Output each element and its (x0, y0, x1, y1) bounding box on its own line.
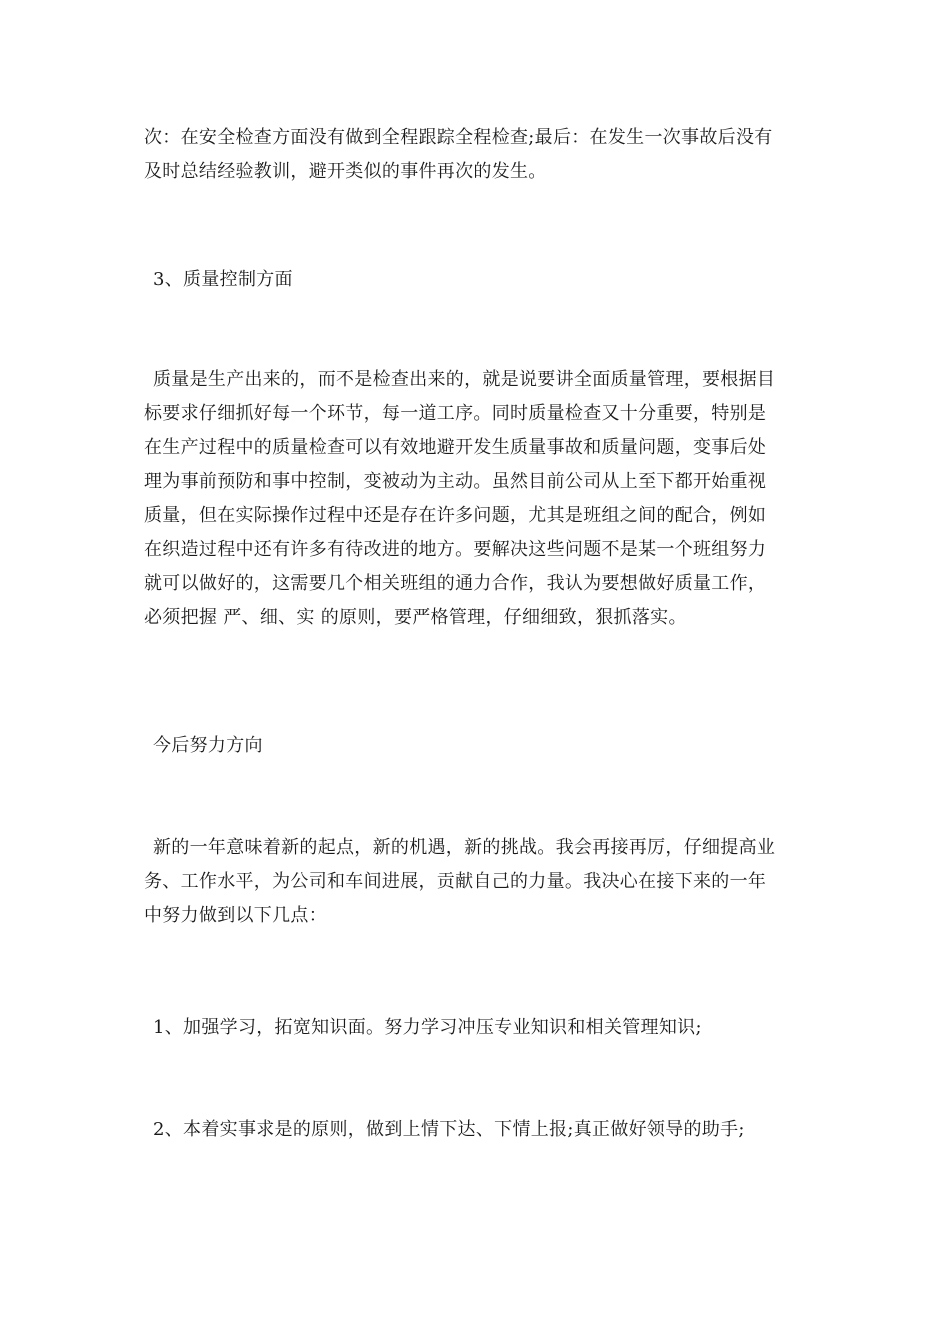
text-line: 及时总结经验教训，避开类似的事件再次的发生。 (144, 161, 547, 182)
text-line: 标要求仔细抓好每一个环节，每一道工序。同时质量检查又十分重要，特别是 (144, 403, 767, 424)
text-line: 质量，但在实际操作过程中还是存在许多问题，尤其是班组之间的配合，例如 (144, 505, 767, 526)
section-heading-future-direction (144, 729, 821, 763)
text-line: 务、工作水平，为公司和车间进展，贡献自己的力量。我决心在接下来的一年 (144, 871, 767, 892)
list-item-text: 2、本着实事求是的原则，做到上情下达、下情上报;真正做好领导的助手; (153, 1119, 745, 1140)
text-line: 就可以做好的，这需要几个相关班组的通力合作，我认为要想做好质量工作， (144, 573, 767, 594)
text-line: 中努力做到以下几点： (144, 905, 327, 926)
heading-text: 3、质量控制方面 (153, 269, 293, 290)
text-line: 理为事前预防和事中控制，变被动为主动。虽然目前公司从上至下都开始重视 (144, 471, 767, 492)
list-item-2 (144, 1113, 821, 1147)
text-line: 质量是生产出来的，而不是检查出来的，就是说要讲全面质量管理，要根据目 (153, 369, 776, 390)
paragraph-new-year (144, 831, 821, 933)
heading-text: 今后努力方向 (153, 735, 263, 756)
section-heading-quality-control (144, 263, 821, 297)
paragraph-safety-continued (144, 121, 812, 189)
text-line: 在生产过程中的质量检查可以有效地避开发生质量事故和质量问题，变事后处 (144, 437, 767, 458)
text-line: 新的一年意味着新的起点，新的机遇，新的挑战。我会再接再厉，仔细提高业 (153, 837, 776, 858)
list-item-1 (144, 1011, 821, 1045)
text-line: 次：在安全检查方面没有做到全程跟踪全程检查;最后：在发生一次事故后没有 (144, 127, 773, 148)
text-line: 必须把握 严、细、实 的原则，要严格管理，仔细细致，狠抓落实。 (144, 607, 687, 628)
list-item-text: 1、加强学习，拓宽知识面。努力学习冲压专业知识和相关管理知识; (153, 1017, 702, 1038)
paragraph-quality (144, 363, 821, 635)
text-line: 在织造过程中还有许多有待改进的地方。要解决这些问题不是某一个班组努力 (144, 539, 767, 560)
